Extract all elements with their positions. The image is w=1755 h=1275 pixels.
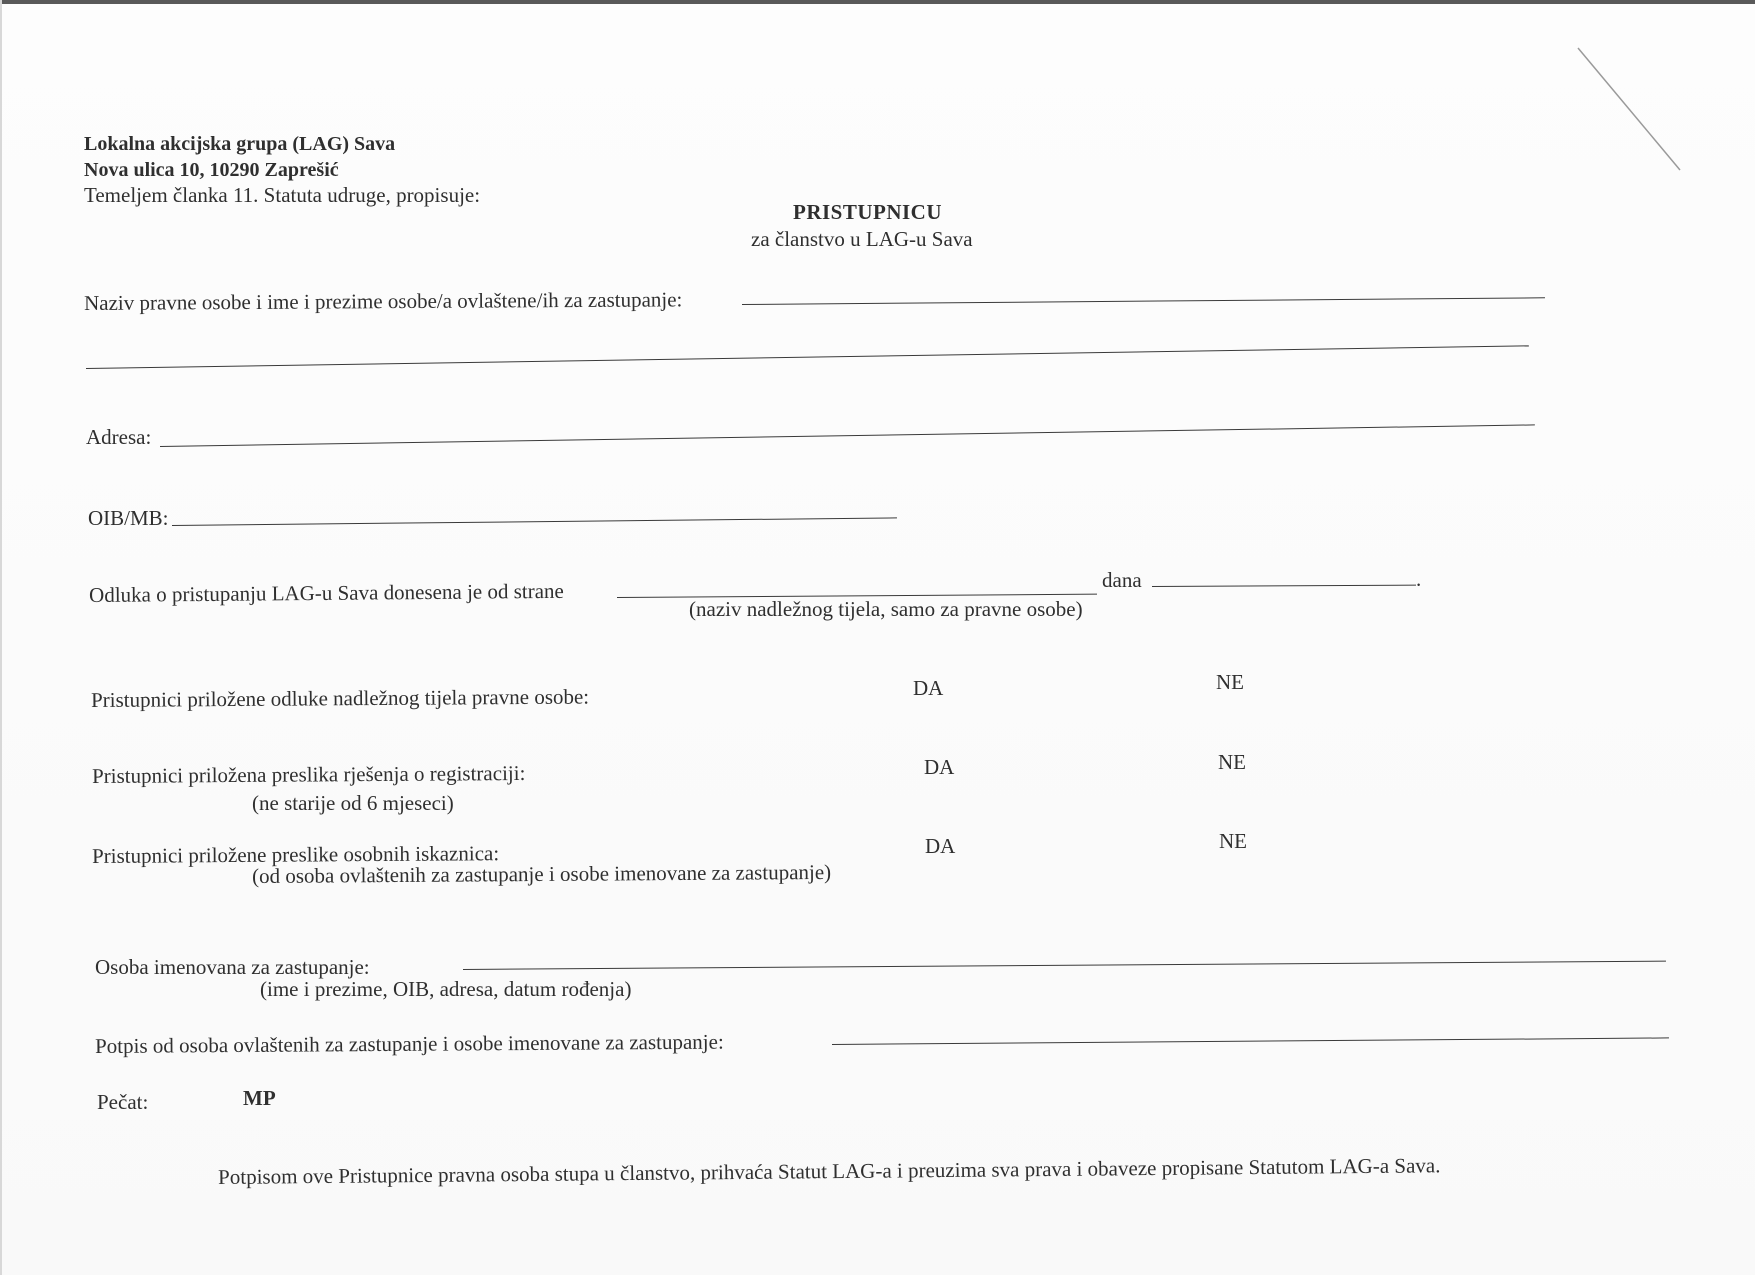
scan-left-edge bbox=[0, 0, 2, 1275]
check-2-da[interactable]: DA bbox=[924, 755, 955, 779]
check-3-label: Pristupnici priložene preslike osobnih iskaznica: bbox=[92, 841, 500, 868]
form-title: PRISTUPNICU bbox=[793, 200, 943, 224]
scan-top-edge bbox=[0, 0, 1755, 4]
adresa-label: Adresa: bbox=[86, 425, 152, 449]
check-2-label: Pristupnici priložena preslika rješenja o registraciji: bbox=[92, 760, 526, 788]
check-2-sub: (ne starije od 6 mjeseci) bbox=[252, 791, 454, 815]
odluka-hint: (naziv nadležnog tijela, samo za pravne osobe) bbox=[689, 597, 1083, 621]
odluka-label: Odluka o pristupanju LAG-u Sava donesena je od strane bbox=[89, 578, 564, 607]
form-subtitle: za članstvo u LAG-u Sava bbox=[751, 227, 973, 251]
check-1-label: Pristupnici priložene odluke nadležnog tijela pravne osobe: bbox=[91, 684, 590, 712]
check-3-da[interactable]: DA bbox=[925, 834, 956, 858]
odluka-dana-label: dana bbox=[1102, 568, 1142, 592]
org-address: Nova ulica 10, 10290 Zaprešić bbox=[84, 159, 339, 181]
representative-hint: (ime i prezime, OIB, adresa, datum rođenja) bbox=[260, 977, 632, 1001]
signature-label: Potpis od osoba ovlaštenih za zastupanje i osobe imenovane za zastupanje: bbox=[95, 1029, 724, 1058]
stamp-mark: MP bbox=[243, 1086, 276, 1110]
check-1-da[interactable]: DA bbox=[913, 676, 944, 700]
org-name: Lokalna akcijska grupa (LAG) Sava bbox=[84, 133, 396, 155]
check-1-ne[interactable]: NE bbox=[1216, 670, 1244, 694]
representative-label: Osoba imenovana za zastupanje: bbox=[95, 955, 370, 979]
stamp-label: Pečat: bbox=[97, 1090, 149, 1114]
folded-corner-mark bbox=[1575, 45, 1685, 175]
check-3-sub: (od osoba ovlaštenih za zastupanje i osobe imenovane za zastupanje) bbox=[252, 859, 832, 888]
naziv-label: Naziv pravne osobe i ime i prezime osobe/a ovlaštene/ih za zastupanje: bbox=[84, 287, 683, 315]
intro-text: Temeljem članka 11. Statuta udruge, propisuje: bbox=[84, 183, 481, 207]
check-3-ne[interactable]: NE bbox=[1219, 829, 1247, 853]
odluka-period: . bbox=[1416, 567, 1422, 591]
oib-label: OIB/MB: bbox=[88, 506, 169, 530]
check-2-ne[interactable]: NE bbox=[1218, 750, 1246, 774]
footer-statement: Potpisom ove Pristupnice pravna osoba stupa u članstvo, prihvaća Statut LAG-a i preuzima sva prava i obaveze propisane Statutom LAG-a Sava. bbox=[218, 1153, 1441, 1189]
